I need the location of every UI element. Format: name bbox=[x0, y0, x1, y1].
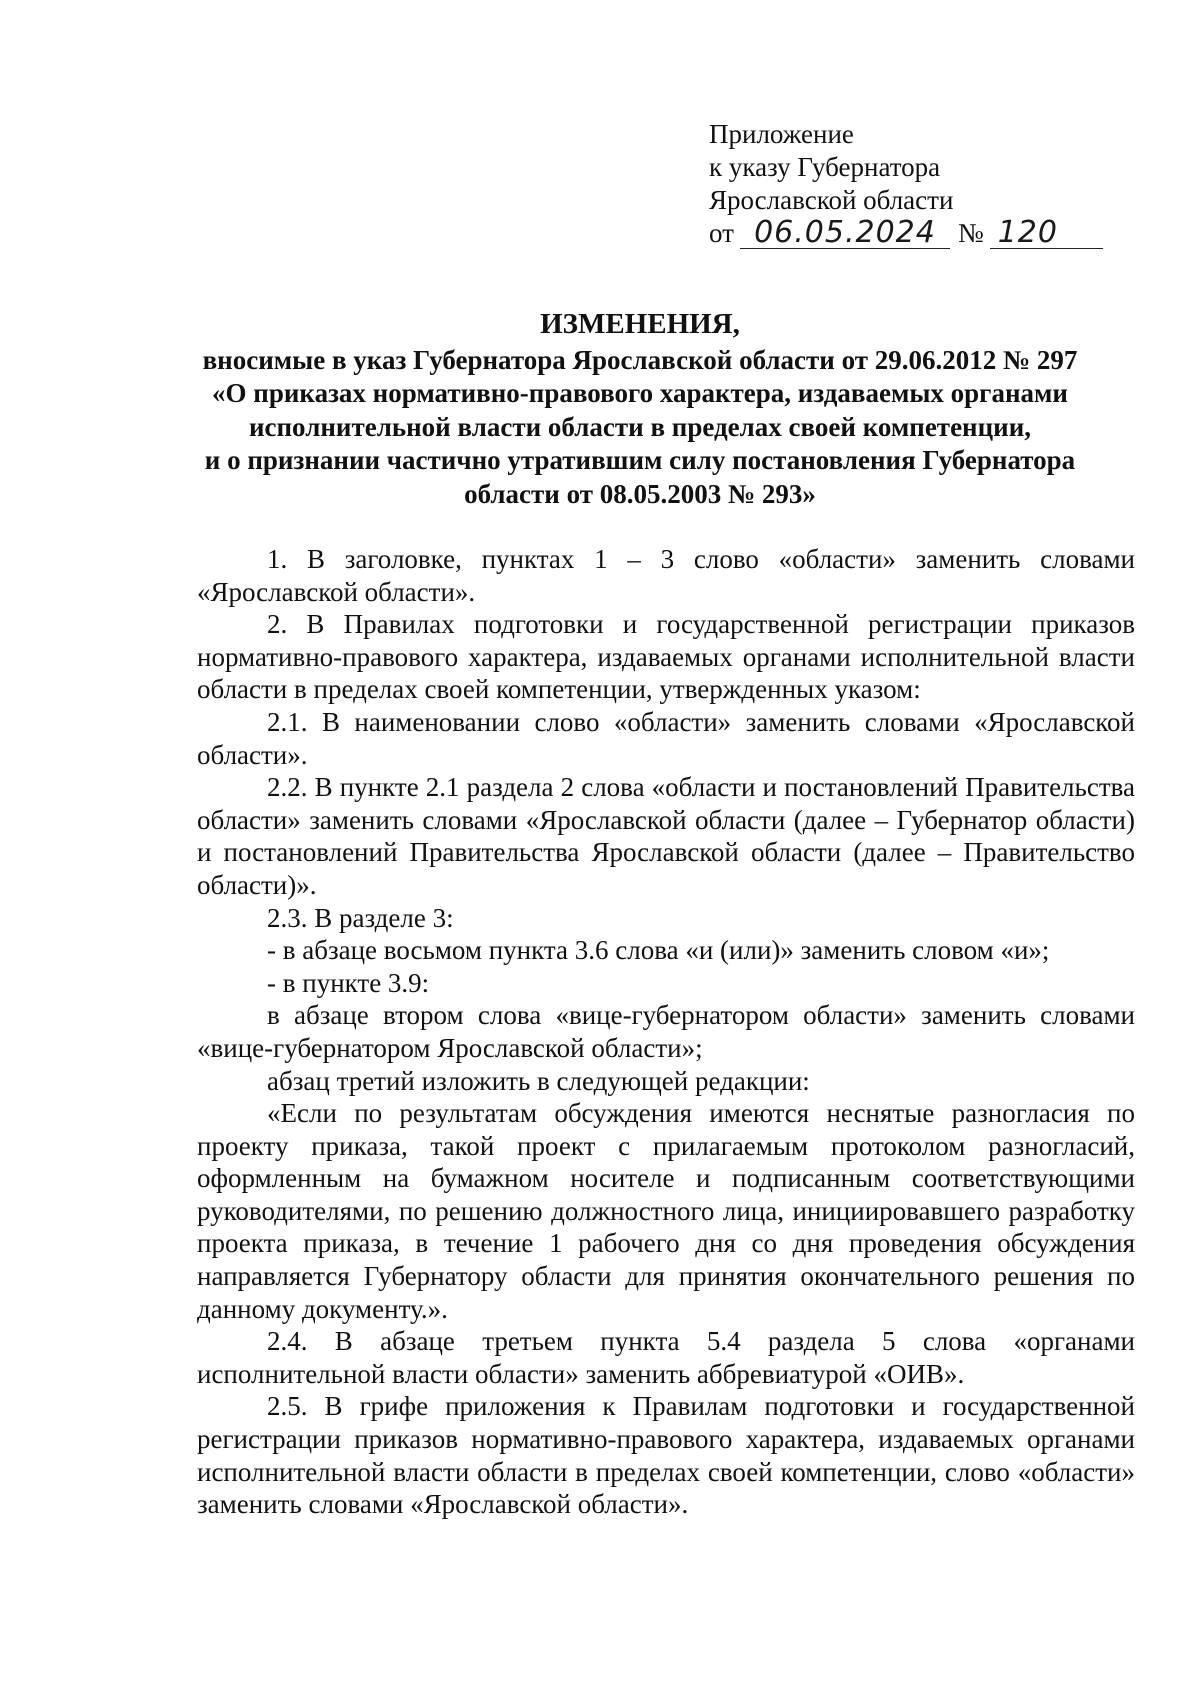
paragraph-2-3-sub-2: абзац третий изложить в следующей редакции: bbox=[267, 1065, 810, 1096]
paragraph-1: 1. В заголовке, пунктах 1 – 3 слово «области» заменить словами «Ярославской области». bbox=[197, 544, 1135, 607]
title-line-4: и о признании частично утратившим силу постановления Губернатора bbox=[204, 445, 1076, 475]
paragraph-2-2: 2.2. В пункте 2.1 раздела 2 слова «области и постановлений Правительства области» заменить словами «Ярославской области (далее – Губернатор области) и постановлений Правительства Ярославской области (далее – Правительство области)». bbox=[197, 772, 1135, 900]
title-line-2: «О приказах нормативно-правового характера, издаваемых органами bbox=[212, 378, 1068, 408]
title-main: ИЗМЕНЕНИЯ, bbox=[540, 308, 740, 340]
annex-block bbox=[709, 118, 1103, 257]
handwritten-date: 06.05.2024 bbox=[754, 215, 936, 250]
paragraph-2-3: 2.3. В разделе 3: bbox=[267, 902, 454, 933]
paragraph-quoted-text: «Если по результатам обсуждения имеются неснятые разногласия по проекту приказа, такой проект с прилагаемым протоколом разногласий, оформленным на бумажном носителе и подписанным соответствующими руководителями, по решению должностного лица, инициировавшего разработку проекта приказа, в течение 1 рабочего дня со дня проведения обсуждения направляется Губернатору области для принятия окончательного решения по данному документу.». bbox=[197, 1098, 1135, 1324]
paragraph-2-1: 2.1. В наименовании слово «области» заменить словами «Ярославской области». bbox=[197, 706, 1135, 770]
document-title bbox=[150, 308, 1130, 511]
paragraph-2-4: 2.4. В абзаце третьем пункта 5.4 раздела 5 слова «органами исполнительной власти области» заменить аббревиатурой «ОИВ». bbox=[197, 1326, 1135, 1389]
annex-date-line bbox=[709, 217, 1103, 257]
paragraph-2-3-item-1: - в абзаце восьмом пункта 3.6 слова «и (или)» заменить словом «и»; bbox=[267, 935, 1050, 966]
document-body bbox=[197, 543, 1135, 1521]
paragraph-2-3-item-2: - в пункте 3.9: bbox=[267, 967, 430, 998]
date-prefix: от bbox=[709, 218, 734, 248]
annex-line-3: Ярославской области bbox=[709, 185, 954, 215]
paragraph-2: 2. В Правилах подготовки и государственной регистрации приказов нормативно-правового характера, издаваемых органами исполнительной власти области в пределах своей компетенции, утвержденных указом: bbox=[197, 609, 1135, 705]
paragraph-2-5: 2.5. В грифе приложения к Правилам подготовки и государственной регистрации приказов нормативно-правового характера, издаваемых органами исполнительной власти области в пределах своей компетенции, слово «области» заменить словами «Ярославской области». bbox=[197, 1391, 1135, 1520]
paragraph-2-3-sub-1: в абзаце втором слова «вице-губернатором области» заменить словами «вице-губернатором Ярославской области»; bbox=[197, 1000, 1135, 1063]
annex-line-2: к указу Губернатора bbox=[709, 152, 941, 182]
title-line-5: области от 08.05.2003 № 293» bbox=[464, 478, 816, 509]
number-prefix: № bbox=[957, 218, 984, 248]
date-field bbox=[740, 215, 950, 250]
title-line-1: вносимые в указ Губернатора Ярославской области от 29.06.2012 № 297 bbox=[202, 344, 1078, 375]
number-field bbox=[990, 215, 1103, 250]
title-line-3: исполнительной власти области в пределах своей компетенции, bbox=[248, 411, 1032, 442]
annex-line-1: Приложение bbox=[709, 119, 854, 149]
handwritten-number: 120 bbox=[997, 215, 1058, 250]
